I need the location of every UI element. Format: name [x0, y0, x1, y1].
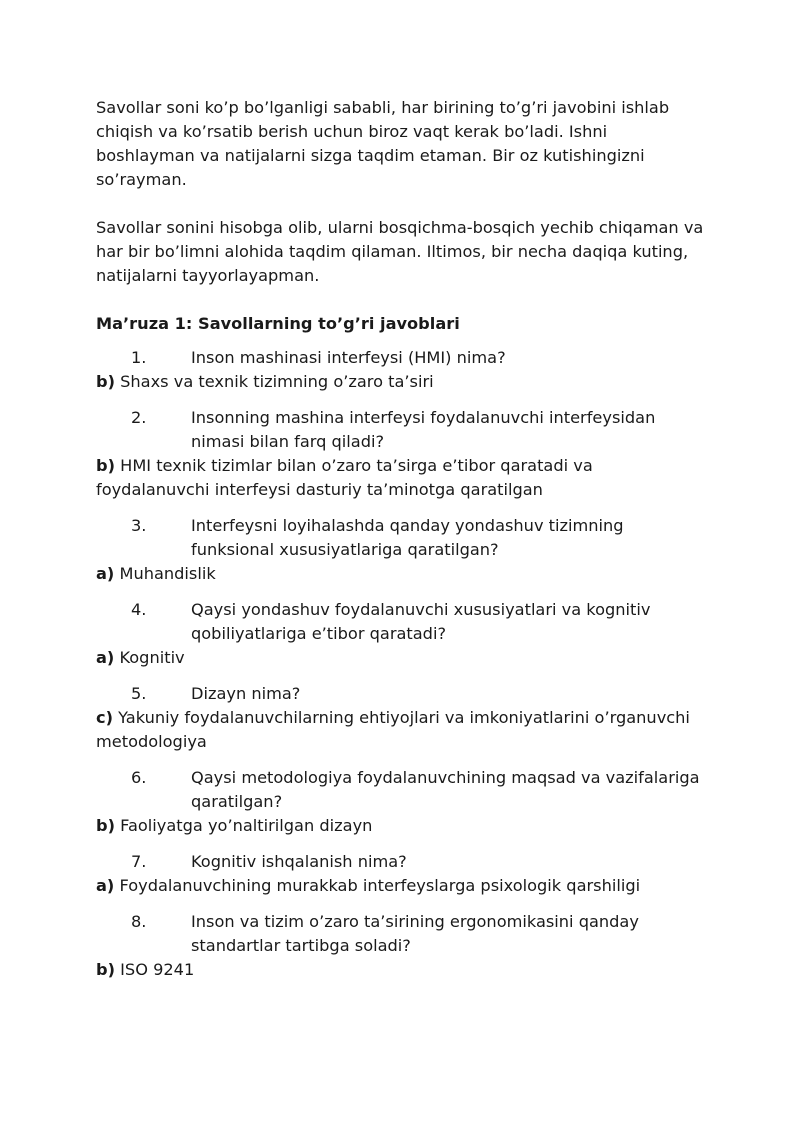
answer-letter: b) — [96, 816, 115, 835]
answer-8 — [96, 958, 710, 982]
intro-paragraph-1: Savollar soni ko’p bo’lganligi sababli, har birining to’g’ri javobini ishlab chiqish va ko’rsatib berish uchun biroz vaqt kerak bo’ladi. Ishni boshlayman va natijalarni sizga taqdim etaman. Bir oz kutishingizni so’rayman. — [96, 98, 670, 189]
question-2 — [96, 406, 710, 454]
question-number: 2. — [131, 408, 147, 427]
answer-letter: b) — [96, 456, 115, 475]
answer-2 — [96, 454, 710, 502]
question-8 — [96, 910, 710, 958]
qa-item-2 — [96, 406, 710, 502]
question-text: Inson mashinasi interfeysi (HMI) nima? — [191, 348, 506, 367]
answer-letter: a) — [96, 876, 115, 895]
question-number: 3. — [131, 516, 147, 535]
question-number: 1. — [131, 348, 147, 367]
answer-text: Yakuniy foydalanuvchilarning ehtiyojlari va imkoniyatlarini o’rganuvchi metodologiya — [96, 708, 690, 751]
qa-item-8 — [96, 910, 710, 982]
question-6 — [96, 766, 710, 814]
question-text: Dizayn nima? — [191, 684, 301, 703]
question-3 — [96, 514, 710, 562]
answer-text: Shaxs va texnik tizimning o’zaro ta’siri — [115, 372, 434, 391]
answer-1 — [96, 370, 710, 394]
qa-item-1 — [96, 346, 710, 394]
question-text: Interfeysni loyihalashda qanday yondashuv tizimning funksional xususiyatlariga qaratilgan? — [191, 516, 624, 559]
question-text: Qaysi yondashuv foydalanuvchi xususiyatlari va kognitiv qobiliyatlariga e’tibor qaratadi? — [191, 600, 651, 643]
question-5 — [96, 682, 710, 706]
question-text: Kognitiv ishqalanish nima? — [191, 852, 407, 871]
answer-text: Kognitiv — [114, 648, 185, 667]
intro-paragraph-2: Savollar sonini hisobga olib, ularni bosqichma-bosqich yechib chiqaman va har bir bo’limni alohida taqdim qilaman. Iltimos, bir necha daqiqa kuting, natijalarni tayyorlayapman. — [96, 218, 704, 285]
answer-text: HMI texnik tizimlar bilan o’zaro ta’sirga e’tibor qaratadi va foydalanuvchi interfeysi dasturiy ta’minotga qaratilgan — [96, 456, 593, 499]
question-number: 7. — [131, 852, 147, 871]
section-heading: Ma’ruza 1: Savollarning to’g’ri javoblari — [96, 314, 460, 333]
question-text: Qaysi metodologiya foydalanuvchining maqsad va vazifalariga qaratilgan? — [191, 768, 700, 811]
answer-5 — [96, 706, 710, 754]
qa-item-3 — [96, 514, 710, 586]
answer-letter: c) — [96, 708, 113, 727]
answer-letter: a) — [96, 648, 115, 667]
answer-letter: b) — [96, 960, 115, 979]
answer-letter: b) — [96, 372, 115, 391]
answer-text: Foydalanuvchining murakkab interfeyslarga psixologik qarshiligi — [114, 876, 641, 895]
answer-7 — [96, 874, 710, 898]
answer-3 — [96, 562, 710, 586]
question-1 — [96, 346, 710, 370]
answer-4 — [96, 646, 710, 670]
qa-item-5 — [96, 682, 710, 754]
question-number: 8. — [131, 912, 147, 931]
qa-item-7 — [96, 850, 710, 898]
answer-text: Faoliyatga yo’naltirilgan dizayn — [115, 816, 373, 835]
question-7 — [96, 850, 710, 874]
question-number: 6. — [131, 768, 147, 787]
question-text: Insonning mashina interfeysi foydalanuvchi interfeysidan nimasi bilan farq qiladi? — [191, 408, 656, 451]
qa-list — [96, 346, 710, 982]
qa-item-4 — [96, 598, 710, 670]
question-number: 4. — [131, 600, 147, 619]
answer-6 — [96, 814, 710, 838]
qa-item-6 — [96, 766, 710, 838]
answer-text: Muhandislik — [114, 564, 216, 583]
question-text: Inson va tizim o’zaro ta’sirining ergonomikasini qanday standartlar tartibga soladi? — [191, 912, 639, 955]
answer-text: ISO 9241 — [115, 960, 195, 979]
answer-letter: a) — [96, 564, 115, 583]
question-number: 5. — [131, 684, 147, 703]
question-4 — [96, 598, 710, 646]
